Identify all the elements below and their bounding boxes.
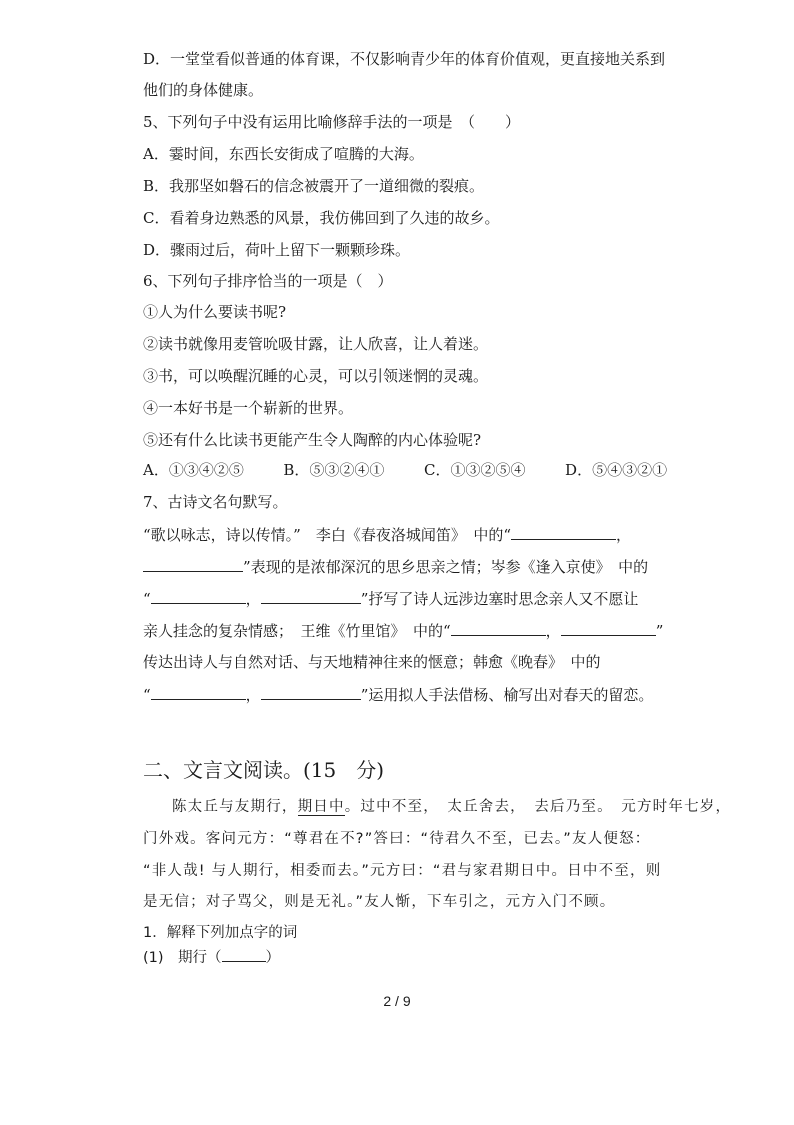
passage-line4: 是无信；对子骂父，则是无礼。”友人惭，下车引之，元方入门不顾。 <box>143 894 616 910</box>
fill-blank[interactable] <box>261 588 361 604</box>
subquestion-1-1: (1) 期行（ ） <box>143 946 280 968</box>
q7-line1: “歌以咏志，诗以传情。” 李白《春夜洛城闻笛》 中的“ ， <box>143 526 632 544</box>
fill-blank[interactable] <box>261 684 361 700</box>
q6-stem: 6、下列句子排序恰当的一项是（ ） <box>143 272 393 290</box>
q7-line5: 传达出诗人与自然对话、与天地精神往来的惬意；韩愈《晚春》 中的 <box>143 653 601 671</box>
q6-sentence-5: ⑤还有什么比读书更能产生令人陶醉的内心体验呢? <box>143 431 482 449</box>
q6-sentence-2: ②读书就像用麦管吮吸甘露，让人欣喜，让人着迷。 <box>143 335 489 353</box>
q5-option-b: B．我那坚如磐石的信念被震开了一道细微的裂痕。 <box>143 177 485 195</box>
q6-option-c: C．①③②⑤④ <box>424 461 526 479</box>
fill-blank[interactable] <box>151 588 246 604</box>
q5-option-d: D．骤雨过后，荷叶上留下一颗颗珍珠。 <box>143 241 411 259</box>
fill-blank[interactable] <box>151 684 246 700</box>
q5-stem: 5、下列句子中没有运用比喻修辞手法的一项是 （ ） <box>143 113 521 131</box>
q4-option-d-line1: D．一堂堂看似普通的体育课，不仅影响青少年的体育价值观，更直接地关系到 <box>143 50 666 68</box>
fill-blank[interactable] <box>561 620 656 636</box>
fill-blank[interactable] <box>451 620 546 636</box>
fill-blank[interactable] <box>222 946 266 962</box>
page-number: 2 / 9 <box>383 993 411 1009</box>
underlined-phrase: 期日中 <box>297 799 345 815</box>
q6-option-a: A．①③④②⑤ <box>143 461 244 479</box>
q6-options <box>143 460 667 480</box>
q5-option-a: A．霎时间，东西长安街成了喧腾的大海。 <box>143 145 424 163</box>
q6-sentence-1: ①人为什么要读书呢? <box>143 303 287 321</box>
q6-option-b: B．⑤③②④① <box>283 461 385 479</box>
q5-option-c: C．看着身边熟悉的风景，我仿佛回到了久违的故乡。 <box>143 209 500 227</box>
passage-line1: 陈太丘与友期行，期日中。过中不至， 太丘舍去， 去后乃至。 元方时年七岁， <box>172 799 732 815</box>
passage-line3: “非人哉! 与人期行，相委而去。”元方曰：“君与家君期日中。日中不至，则 <box>143 863 662 879</box>
q4-option-d-line2: 他们的身体健康。 <box>143 81 264 99</box>
q7-line6: “ ， ”运用拟人手法借杨、榆写出对春天的留恋。 <box>143 686 654 704</box>
passage-line2: 门外戏。客问元方：“尊君在不?”答曰：“待君久不至，已去。”友人便怒： <box>143 831 651 847</box>
q7-line4: 亲人挂念的复杂情感； 王维《竹里馆》 中的“ ， ” <box>143 622 664 640</box>
q6-option-d: D．⑤④③②① <box>565 461 668 479</box>
fill-blank[interactable] <box>143 556 243 572</box>
q7-line3: “ ， ”抒写了诗人远涉边塞时思念亲人又不愿让 <box>143 590 639 608</box>
section-2-title: 二、文言文阅读。(15 分) <box>143 758 385 782</box>
subquestion-1: 1．解释下列加点字的词 <box>143 925 298 941</box>
q6-sentence-3: ③书，可以唤醒沉睡的心灵，可以引领迷惘的灵魂。 <box>143 367 489 385</box>
fill-blank[interactable] <box>511 524 616 540</box>
q7-stem: 7、古诗文名句默写。 <box>143 493 288 511</box>
q7-line2: ”表现的是浓郁深沉的思乡思亲之情；岑参《逢入京使》 中的 <box>143 556 648 577</box>
q6-sentence-4: ④一本好书是一个崭新的世界。 <box>143 399 354 417</box>
